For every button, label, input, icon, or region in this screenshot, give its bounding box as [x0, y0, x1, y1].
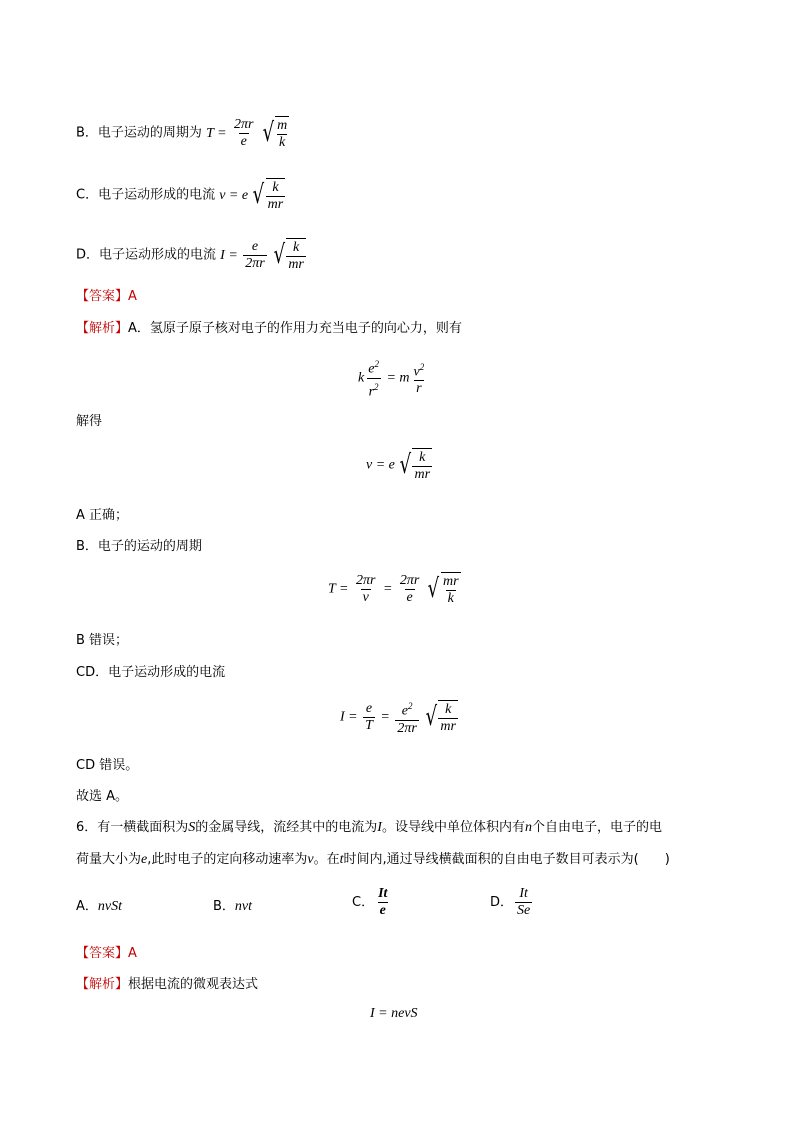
- option-d-text: D．电子运动形成的电流: [76, 247, 217, 263]
- option-b: [76, 116, 291, 151]
- a-correct: A 正确；: [76, 508, 129, 523]
- q6-var-t: t: [339, 852, 344, 867]
- q6-text: 6．有一横截面积为: [76, 820, 189, 835]
- cd-wrong: CD 错误。: [76, 758, 139, 773]
- analysis2-line: [76, 975, 258, 995]
- q6-option-d: [490, 886, 534, 919]
- solve-label: 解得: [76, 414, 103, 429]
- answer-label: 【答案】A: [76, 289, 137, 304]
- analysis-label: 【解析】: [76, 321, 129, 336]
- option-d-formula: I = $\frac{e}{2\pi r}$ √ $\frac{k}{mr}$: [220, 239, 304, 272]
- b-wrong: B 错误；: [76, 633, 129, 648]
- option-b-text: B．电子运动的周期为: [76, 125, 202, 141]
- q6-option-a-value: nvSt: [97, 899, 123, 914]
- q6-option-c-formula: $\frac{It}{e}$: [378, 886, 388, 918]
- q6-option-b-label: B．: [213, 899, 235, 914]
- answer2-label: 【答案】A: [76, 946, 137, 961]
- equation-period: T = $\frac{2\pi r}{v}$ = $\frac{2\pi r}{e}$ √ $\frac{mr}{k}$: [328, 573, 459, 606]
- option-d: [76, 238, 308, 273]
- q6-text: 荷量大小为: [76, 852, 142, 867]
- q6-var-I: I: [377, 820, 382, 835]
- q6-option-a-label: A．: [76, 899, 98, 914]
- conclusion: 故选 A。: [76, 789, 129, 804]
- question6-line1: [76, 818, 662, 838]
- q6-var-v: v: [307, 852, 314, 867]
- analysis-line: [76, 319, 462, 339]
- q6-text: 。在: [313, 852, 340, 867]
- q6-var-e: e: [141, 852, 148, 867]
- b-intro: B．电子的运动的周期: [76, 539, 202, 554]
- equation-current: I = $\frac{e}{T}$ = $\frac{e^2}{2\pi r}$ √ $\frac{k}{mr}$: [340, 700, 456, 736]
- equation-centripetal: k $\frac{e^2}{r^2}$ = m $\frac{v^2}{r}$: [358, 359, 425, 400]
- option-c-formula: v = e √ $\frac{k}{mr}$: [219, 180, 284, 212]
- q6-option-a: [76, 897, 122, 917]
- analysis2-text: 根据电流的微观表达式: [128, 977, 259, 992]
- option-b-formula: T = $\frac{2\pi r}{e}$ √ $\frac{m}{k}$: [206, 117, 288, 150]
- q6-var-S: S: [188, 820, 196, 835]
- q6-text: 。设导线中单位体积内有: [381, 820, 525, 835]
- q6-option-b-value: nvt: [234, 899, 253, 914]
- option-c: [76, 178, 287, 213]
- q6-text: 的金属导线，流经其中的电流为: [195, 820, 378, 835]
- equation-velocity: v = e √ $\frac{k}{mr}$: [366, 450, 431, 482]
- equation-microscopic-current: I = nevS: [370, 1006, 418, 1021]
- q6-option-d-formula: $\frac{It}{Se}$: [517, 886, 531, 918]
- q6-option-d-label: D．: [490, 895, 514, 910]
- option-c-text: C．电子运动形成的电流: [76, 187, 216, 203]
- analysis2-label: 【解析】: [76, 977, 129, 992]
- q6-text: ,此时电子的定向移动速率为: [147, 852, 308, 867]
- question6-line2: [76, 850, 670, 870]
- q6-text: 时间内,通过导线横截面积的自由电子数目可表示为( ): [343, 852, 670, 867]
- q6-text: 个自由电子，电子的电: [531, 820, 662, 835]
- q6-option-c-label: C．: [352, 895, 375, 910]
- q6-option-c: [352, 886, 391, 919]
- analysis-text: A．氢原子原子核对电子的作用力充当电子的向心力，则有: [128, 321, 462, 336]
- q6-var-n: n: [524, 820, 532, 835]
- cd-intro: CD．电子运动形成的电流: [76, 665, 226, 680]
- q6-option-b: [213, 897, 252, 917]
